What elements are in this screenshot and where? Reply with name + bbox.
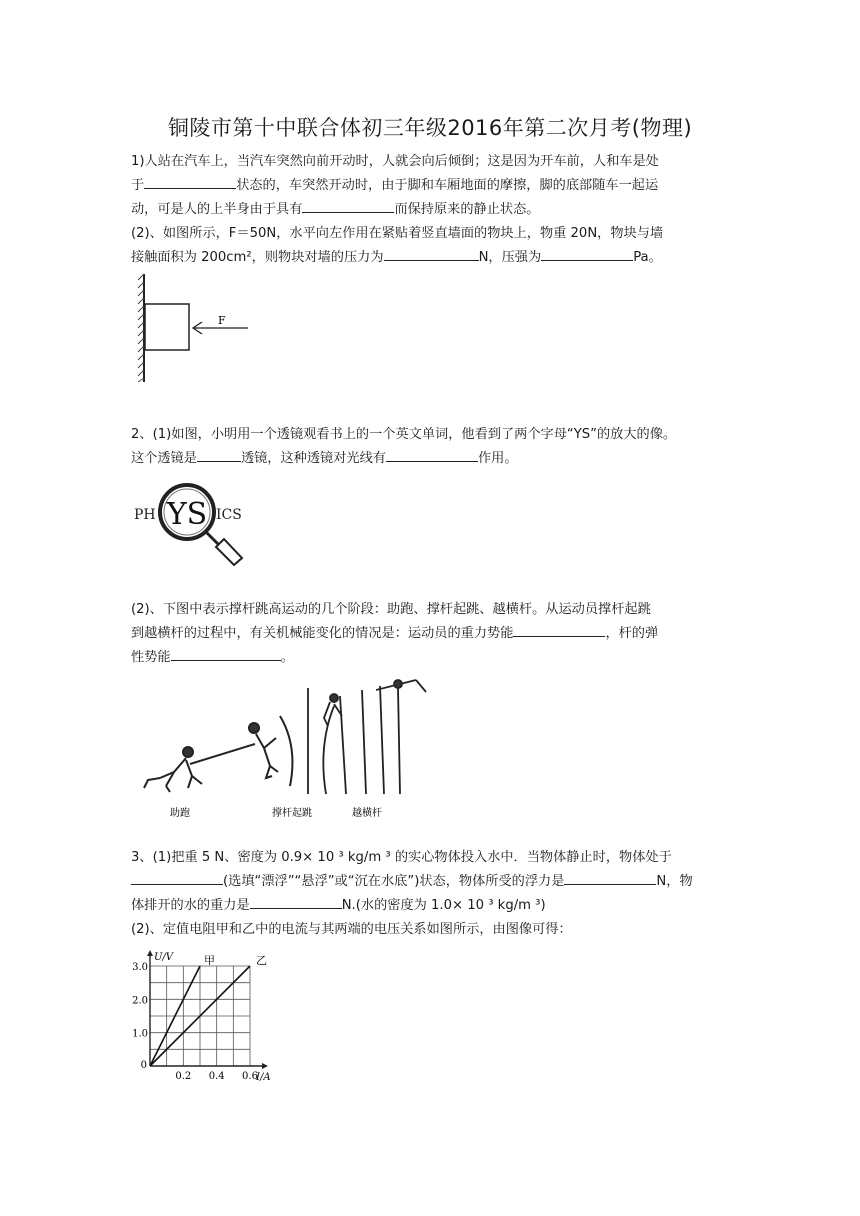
q1-line-2: 于 状态的，车突然开动时，由于脚和车厢地面的摩擦，脚的底部随车一起运 (131, 174, 737, 198)
q2-line-4: 到越横杆的过程中，有关机械能变化的情况是：运动员的重力势能 ，杆的弹 (131, 622, 737, 646)
question-3 (131, 846, 737, 942)
q1-line-3: 动，可是人的上半身由于具有 而保持原来的静止状态。 (131, 198, 737, 222)
question-2-part-2 (131, 598, 737, 670)
answer-blank[interactable] (171, 646, 281, 661)
q3-line-1: 3、(1)把重 5 N、密度为 0.9× 10 ³ kg/m ³ 的实心物体投入水中．当物体静止时，物体处于 (131, 850, 672, 865)
chart-axes (147, 950, 271, 1083)
q1-line-1: 1)人站在汽车上，当汽车突然向前开动时，人就会向后倾倒；这是因为开车前，人和车是处 (131, 154, 659, 169)
y-axis-label: U/V (154, 952, 174, 963)
question-2-part-1 (131, 423, 737, 471)
block-shape (145, 304, 189, 350)
y-tick-label: 1.0 (132, 1028, 148, 1040)
takeoff-drawing (249, 716, 292, 786)
q2-line-1: 2、(1)如图，小明用一个透镜观看书上的一个英文单词，他看到了两个字母“YS”的放大的像。 (131, 427, 677, 442)
bar-crossing-drawing (308, 680, 426, 794)
magnifier-figure (132, 476, 252, 566)
exam-title: 铜陵市第十中联合体初三年级2016年第二次月考(物理) (167, 116, 693, 140)
stage-label-takeoff: 撑杆起跳 (272, 808, 312, 819)
lens-text-magnified: YS (166, 497, 208, 532)
x-tick-label: 0.2 (175, 1071, 192, 1082)
x-tick-label: 0.6 (242, 1071, 258, 1082)
lens-handle (206, 532, 242, 565)
answer-blank[interactable] (386, 447, 478, 462)
question-1-part-1 (131, 150, 737, 270)
q2-line-3: (2)、下图中表示撑杆跳高运动的几个阶段：助跑、撑杆起跳、越横杆。从运动员撑杆起跳 (131, 602, 651, 617)
answer-blank[interactable] (541, 246, 633, 261)
x-axis-arrow (262, 1063, 268, 1069)
pole-vault-figure (130, 676, 460, 824)
answer-blank[interactable] (302, 198, 394, 213)
answer-blank[interactable] (513, 622, 605, 637)
series-label-1: 甲 (204, 954, 215, 967)
force-label: F (218, 314, 226, 327)
answer-blank[interactable] (144, 174, 236, 189)
runner-drawing (144, 747, 202, 792)
y-tick-label: 2.0 (132, 995, 148, 1007)
answer-blank[interactable] (250, 894, 342, 909)
pole-carried (190, 744, 255, 764)
q3-line-3: 体排开的水的重力是 N.(水的密度为 1.0× 10 ³ kg/m ³) (131, 894, 737, 918)
x-axis-label: I/A (256, 1072, 271, 1083)
q1-line-5: 接触面积为 200cm²，则物块对墙的压力为 N，压强为 Pa。 (131, 246, 737, 270)
lens-text-left: PH (134, 507, 156, 523)
answer-blank[interactable] (564, 870, 656, 885)
series-label-2: 乙 (256, 954, 267, 967)
q1-line-4: (2)、如图所示，F＝50N，水平向左作用在紧贴着竖直墙面的物块上，物重 20N，物块与墙 (131, 226, 664, 241)
voltage-current-chart (128, 948, 278, 1088)
q2-line-2: 这个透镜是 透镜，这种透镜对光线有 作用。 (131, 447, 737, 471)
stage-label-cross: 越横杆 (352, 808, 382, 819)
q3-line-4: (2)、定值电阻甲和乙中的电流与其两端的电压关系如图所示，由图像可得： (131, 922, 572, 937)
y-axis-arrow (147, 950, 153, 956)
y-tick-label: 3.0 (132, 962, 148, 973)
answer-blank[interactable] (131, 870, 223, 885)
lens-text-right: ICS (216, 507, 242, 523)
stage-label-run: 助跑 (170, 808, 190, 819)
answer-blank[interactable] (197, 447, 241, 462)
answer-blank[interactable] (384, 246, 479, 261)
wall-block-figure (130, 272, 260, 384)
q2-line-5: 性势能 。 (131, 646, 737, 670)
x-tick-label: 0.4 (208, 1071, 225, 1082)
q3-line-2: (选填“漂浮”“悬浮”或“沉在水底”)状态，物体所受的浮力是 N，物 (131, 870, 737, 894)
origin-label: 0 (140, 1060, 147, 1071)
